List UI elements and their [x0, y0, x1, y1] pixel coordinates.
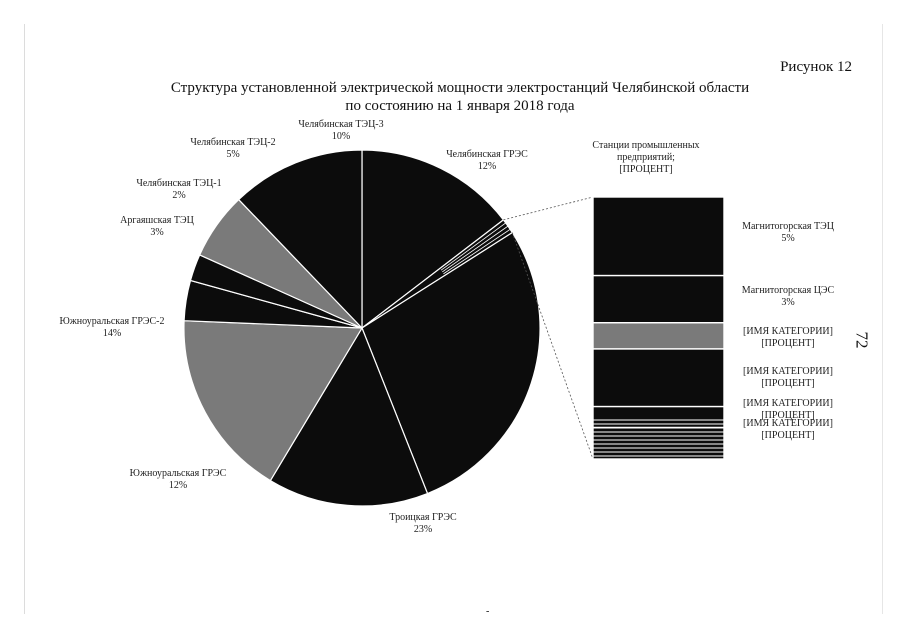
pie-label-line: Челябинская ГРЭС — [446, 149, 528, 160]
bar-label-line: [ПРОЦЕНТ] — [761, 338, 815, 349]
pie-label-3 — [389, 512, 457, 535]
pie-label-line: Челябинская ТЭЦ-3 — [298, 119, 384, 130]
bar-label-line: [ИМЯ КАТЕГОРИИ] — [743, 418, 833, 429]
pie-label-line: Южноуральская ГРЭС — [129, 468, 227, 479]
pie-label-line: 23% — [413, 524, 433, 535]
pie-label-line: 10% — [331, 131, 351, 142]
pie-label-line: 2% — [172, 190, 186, 201]
pie-label-line: предприятий; — [617, 152, 675, 163]
breakdown-bar — [593, 197, 724, 459]
bar-segment-4 — [593, 349, 724, 407]
pie-label-1 — [446, 149, 528, 172]
bar-label-3 — [743, 326, 833, 349]
connector-top — [503, 197, 593, 220]
bar-label-2 — [742, 285, 835, 308]
bar-label-line: Магнитогорская ЦЭС — [741, 285, 835, 296]
page-number: 72 — [852, 331, 872, 349]
pie-label-line: Троицкая ГРЭС — [389, 512, 457, 523]
bar-label-line: 5% — [781, 233, 795, 244]
pie-label-line: 3% — [150, 227, 164, 238]
bar-label-line: [ПРОЦЕНТ] — [761, 430, 815, 441]
pie-label-line: 5% — [226, 149, 240, 160]
bar-label-line: [ПРОЦЕНТ] — [761, 378, 815, 389]
pie-label-4 — [130, 468, 227, 491]
pie-label-8 — [190, 137, 275, 160]
chart-title-line-1: Структура установленной электрической мощности электростанций Челябинской области — [170, 80, 750, 96]
pie-label-line: 14% — [102, 328, 122, 339]
pie-label-6 — [120, 215, 194, 238]
bar-label-4 — [743, 366, 833, 389]
pie-label-line: [ПРОЦЕНТ] — [619, 164, 673, 175]
bar-label-line: [ИМЯ КАТЕГОРИИ] — [743, 366, 833, 377]
bar-label-1 — [742, 221, 834, 244]
pie-label-line: 12% — [477, 161, 497, 172]
pie-label-line: Челябинская ТЭЦ-2 — [190, 137, 276, 148]
figure-number: Рисунок 12 — [780, 59, 852, 75]
bar-label-6 — [743, 418, 833, 441]
pie-label-line: 12% — [168, 480, 188, 491]
pie-label-line: Челябинская ТЭЦ-1 — [136, 178, 222, 189]
bar-segment-1 — [593, 197, 724, 276]
pie-label-7 — [136, 178, 221, 201]
bar-label-line: 3% — [781, 297, 795, 308]
bar-segment-2 — [593, 276, 724, 323]
scan-dot: - — [486, 606, 490, 617]
pie-label-line: Южноуральская ГРЭС-2 — [59, 316, 165, 327]
bar-segment-3 — [593, 323, 724, 349]
pie-label-2 — [592, 140, 699, 175]
bar-label-line: [ПРОЦЕНТ] — [761, 410, 815, 421]
pie-label-9 — [298, 119, 383, 142]
pie-label-5 — [60, 316, 165, 339]
pie — [184, 150, 540, 506]
chart-title-line-2: по состоянию на 1 января 2018 года — [345, 98, 575, 114]
bar-label-line: [ИМЯ КАТЕГОРИИ] — [743, 326, 833, 337]
bar-label-line: Магнитогорская ТЭЦ — [742, 221, 834, 232]
pie-label-line: Станции промышленных — [592, 140, 700, 151]
pie-label-line: Аргаяшская ТЭЦ — [120, 215, 194, 226]
bar-label-line: [ИМЯ КАТЕГОРИИ] — [743, 398, 833, 409]
